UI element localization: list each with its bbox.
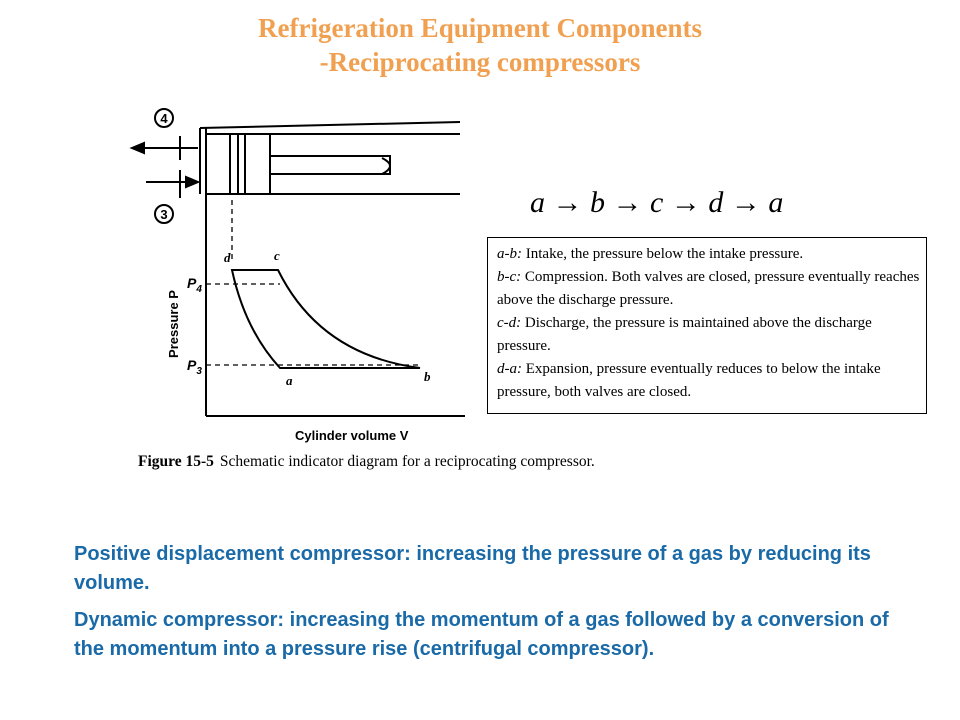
port-4-marker bbox=[155, 109, 173, 127]
process-notes-box bbox=[487, 237, 927, 414]
slide-subtitle: -Reciprocating compressors bbox=[319, 47, 641, 77]
note-d-a: d-a: Expansion, pressure eventually reduces to below the intake pressure, both valves are closed. bbox=[497, 361, 881, 400]
reference-lines bbox=[206, 200, 420, 365]
cylinder-schematic bbox=[200, 122, 460, 194]
point-d-label: d bbox=[224, 250, 231, 265]
dynamic-compressor-definition: Dynamic compressor: increasing the momentum of a gas followed by a conversion of the momentum into a pressure rise (centrifugal compressor). bbox=[74, 609, 889, 660]
slide-title: Refrigeration Equipment Components bbox=[258, 13, 702, 43]
cycle-sequence: a → b → c → d → a bbox=[530, 186, 784, 219]
p4-label: $P_4$ bbox=[187, 275, 202, 295]
port-3-marker bbox=[155, 205, 173, 223]
valve-arrows bbox=[132, 136, 198, 198]
point-c-label: c bbox=[274, 248, 280, 263]
x-axis-label: Cylinder volume V bbox=[295, 428, 409, 443]
port-4-label: 4 bbox=[160, 111, 168, 126]
y-axis-label: Pressure P bbox=[166, 290, 181, 358]
figure-caption: Figure 15-5 Schematic indicator diagram for a reciprocating compressor. bbox=[138, 453, 595, 470]
port-3-label: 3 bbox=[160, 207, 168, 222]
p3-label: $P_3$ bbox=[187, 357, 202, 377]
indicator-cycle-curve bbox=[232, 270, 420, 368]
positive-displacement-definition: Positive displacement compressor: increasing the pressure of a gas by reducing its volume. bbox=[74, 543, 871, 594]
note-b-c: b-c: Compression. Both valves are closed, pressure eventually reaches above the discharge pressure. bbox=[497, 269, 920, 308]
point-b-label: b bbox=[424, 369, 431, 384]
note-a-b: a-b: Intake, the pressure below the intake pressure. bbox=[497, 246, 804, 262]
compressor-indicator-diagram bbox=[120, 100, 480, 450]
note-c-d: c-d: Discharge, the pressure is maintained above the discharge pressure. bbox=[497, 315, 872, 354]
point-a-label: a bbox=[286, 373, 293, 388]
